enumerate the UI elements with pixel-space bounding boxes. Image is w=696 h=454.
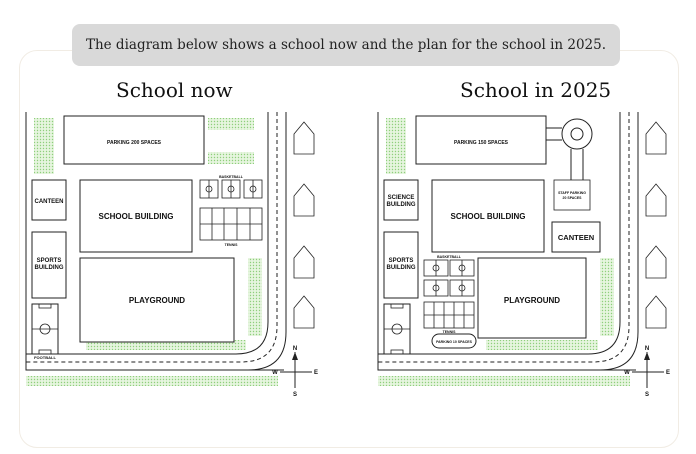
science-label: BUILDING [386, 202, 416, 208]
basketball-courts [424, 260, 474, 296]
grass-area [34, 118, 54, 174]
house-icon [294, 296, 314, 328]
map-school-now [24, 108, 332, 380]
house-icon [294, 184, 314, 216]
parking-label: PARKING 200 SPACES [107, 140, 161, 146]
sports-label: BUILDING [386, 265, 416, 271]
compass-rose-2025 [622, 342, 672, 398]
sports-label: SPORTS [36, 258, 62, 264]
title-school-now: School now [116, 78, 233, 102]
parking-label: PARKING 150 SPACES [454, 140, 508, 146]
canteen-label: CANTEEN [34, 199, 64, 205]
grass-area [386, 118, 406, 174]
basketball-courts [200, 180, 262, 198]
school-building-label: SCHOOL BUILDING [98, 212, 174, 221]
tennis-courts [424, 302, 474, 328]
house-icon [646, 122, 666, 154]
title-school-2025: School in 2025 [460, 78, 612, 102]
grass-area [208, 152, 254, 164]
basketball-label: BASKETBALL [219, 175, 243, 179]
compass-w: W [272, 370, 278, 376]
small-parking-label: PARKING 10 SPACES [436, 340, 472, 344]
grass-area [248, 258, 262, 336]
grass-area [486, 340, 598, 350]
tennis-label: TENNIS [224, 243, 238, 247]
sports-label: BUILDING [34, 265, 64, 271]
compass-s: S [292, 392, 298, 398]
roundabout [546, 119, 592, 180]
staff-parking-label: 20 SPACES [562, 196, 582, 200]
tennis-courts [200, 208, 262, 240]
tennis-label: TENNIS [442, 330, 456, 334]
canteen-label: CANTEEN [557, 233, 595, 242]
house-icon [294, 122, 314, 154]
map-school-2025 [376, 108, 684, 380]
compass-s: S [644, 392, 650, 398]
grass-area [208, 118, 254, 130]
house-icon [646, 246, 666, 278]
north-arrow-icon [644, 352, 650, 360]
science-label: SCIENCE [387, 195, 415, 201]
playground-label: PLAYGROUND [503, 296, 561, 305]
basketball-label: BASKETBALL [437, 255, 461, 259]
school-building-label: SCHOOL BUILDING [450, 212, 526, 221]
staff-parking [554, 180, 590, 210]
football-label: FOOTBALL [34, 355, 56, 360]
compass-e: E [313, 370, 319, 376]
compass-n: N [644, 346, 650, 352]
compass-e: E [665, 370, 671, 376]
compass-w: W [624, 370, 630, 376]
north-arrow-icon [292, 352, 298, 360]
house-icon [294, 246, 314, 278]
playground-label: PLAYGROUND [128, 296, 186, 305]
grass-area [26, 376, 278, 386]
compass-rose-now [270, 342, 320, 398]
staff-parking-label: STAFF PARKING [558, 191, 586, 195]
task-banner: The diagram below shows a school now and the plan for the school in 2025. [72, 24, 620, 66]
house-icon [646, 296, 666, 328]
compass-n: N [292, 346, 298, 352]
grass-area [600, 258, 614, 336]
sports-label: SPORTS [388, 258, 414, 264]
house-icon [646, 184, 666, 216]
grass-area [378, 376, 630, 386]
